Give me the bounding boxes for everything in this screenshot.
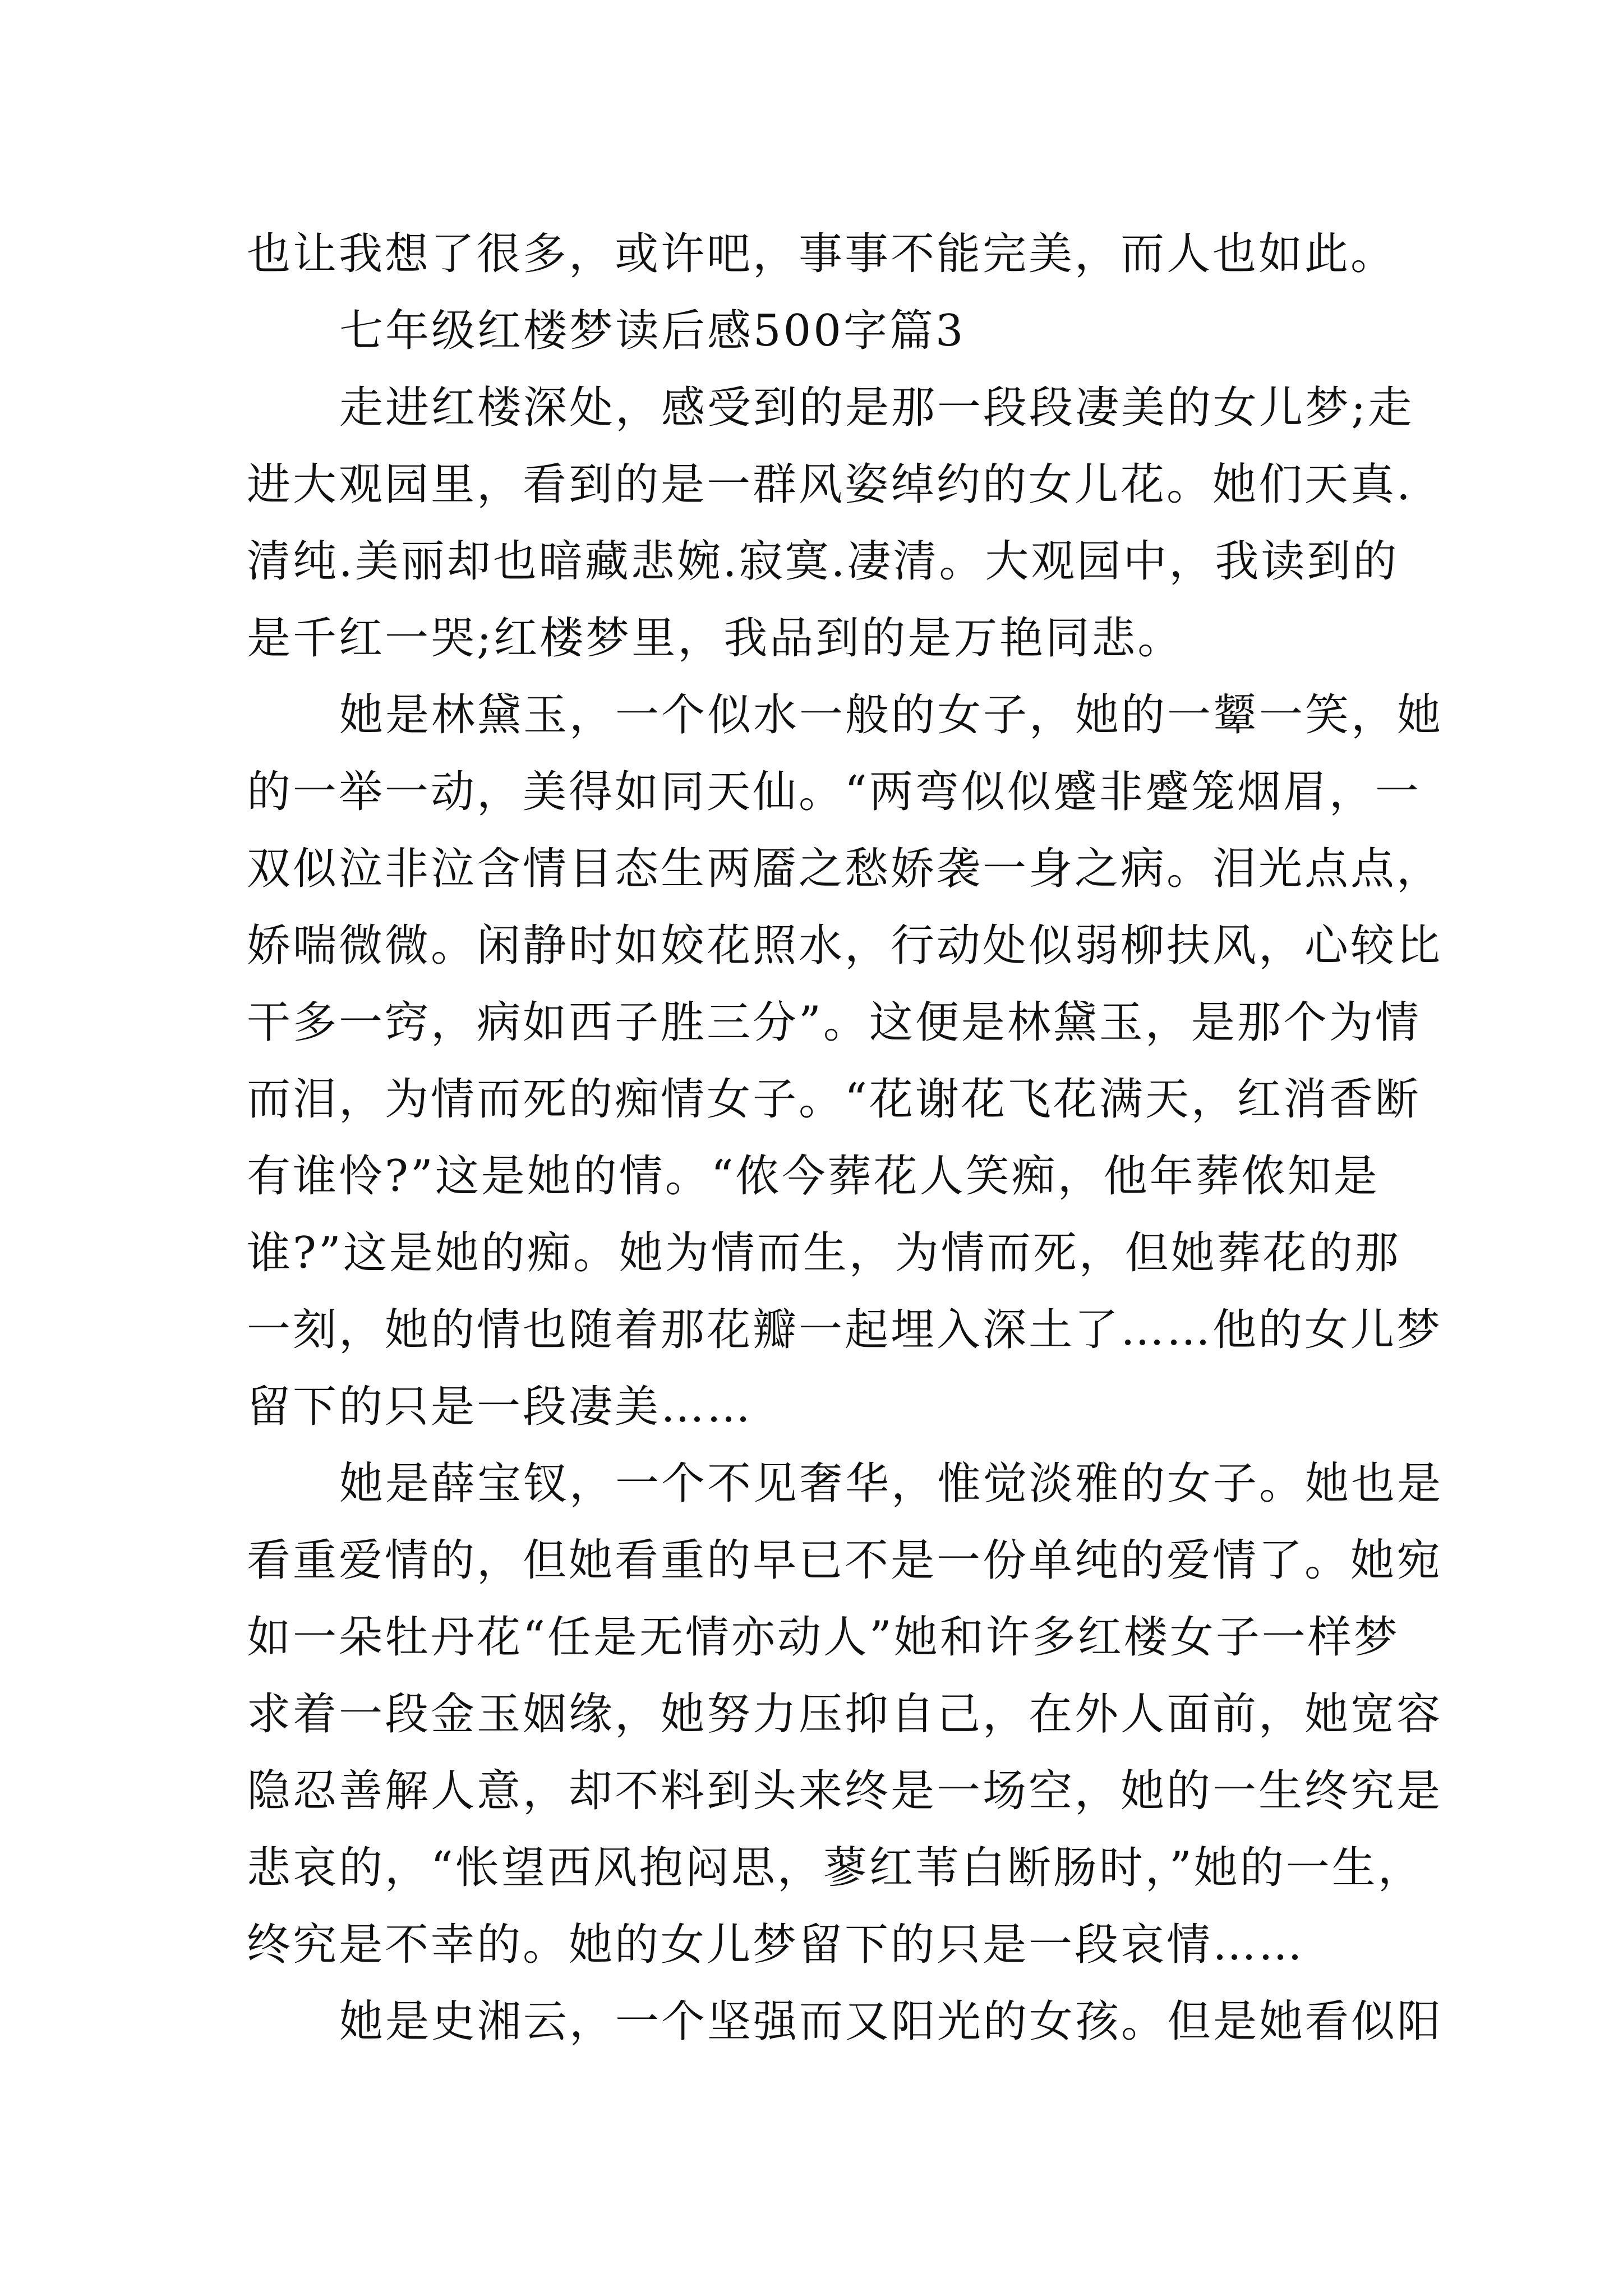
text-line: 走进红楼深处，感受到的是那一段段凄美的女儿梦;走 (339, 383, 1414, 433)
text-line: 她是林黛玉，一个似水一般的女子，她的一颦一笑，她 (339, 690, 1444, 740)
text-line: 有谁怜?”这是她的情。“侬今葬花人笑痴，他年葬侬知是 (247, 1151, 1380, 1202)
text-line: 看重爱情的，但她看重的早已不是一份单纯的爱情了。她宛 (247, 1535, 1443, 1586)
text-line: 是千红一哭;红楼梦里，我品到的是万艳同悲。 (247, 613, 1184, 664)
text-line: 双似泣非泣含情目态生两靥之愁娇袭一身之病。泪光点点， (247, 844, 1443, 894)
section-heading: 七年级红楼梦读后感500字篇3 (339, 306, 966, 356)
text-line: 娇喘微微。闲静时如姣花照水，行动处似弱柳扶风，心较比 (247, 921, 1443, 971)
text-line: 的一举一动，美得如同天仙。“两弯似似蹙非蹙笼烟眉，一 (247, 767, 1421, 817)
text-line: 干多一窍，病如西子胜三分”。这便是林黛玉，是那个为情 (247, 997, 1421, 1048)
text-line: 她是薛宝钗，一个不见奢华，惟觉淡雅的女子。她也是 (339, 1458, 1444, 1509)
text-line: 隐忍善解人意，却不料到头来终是一场空，她的一生终究是 (247, 1766, 1443, 1816)
text-line: 进大观园里，看到的是一群风姿绰约的女儿花。她们天真. (247, 459, 1413, 510)
text-line: 清纯.美丽却也暗藏悲婉.寂寞.凄清。大观园中，我读到的 (247, 536, 1399, 587)
text-line: 留下的只是一段凄美…… (247, 1382, 753, 1432)
text-line: 也让我想了很多，或许吧，事事不能完美，而人也如此。 (247, 229, 1397, 279)
text-line: 谁?”这是她的痴。她为情而生，为情而死，但她葬花的那 (247, 1228, 1401, 1278)
text-line: 一刻，她的情也随着那花瓣一起埋入深土了……他的女儿梦 (247, 1305, 1443, 1355)
text-line: 如一朵牡丹花“任是无情亦动人”她和许多红楼女子一样梦 (247, 1612, 1400, 1663)
text-line: 她是史湘云，一个坚强而又阳光的女孩。但是她看似阳 (339, 1996, 1444, 2047)
text-line: 悲哀的，“怅望西风抱闷思，蓼红苇白断肠时，”她的一生， (247, 1843, 1424, 1893)
text-line: 终究是不幸的。她的女儿梦留下的只是一段哀情…… (247, 1920, 1305, 1970)
text-line: 求着一段金玉姻缘，她努力压抑自己，在外人面前，她宽容 (247, 1689, 1443, 1740)
text-line: 而泪，为情而死的痴情女子。“花谢花飞花满天，红消香断 (247, 1074, 1421, 1125)
document-body (247, 216, 1444, 2060)
